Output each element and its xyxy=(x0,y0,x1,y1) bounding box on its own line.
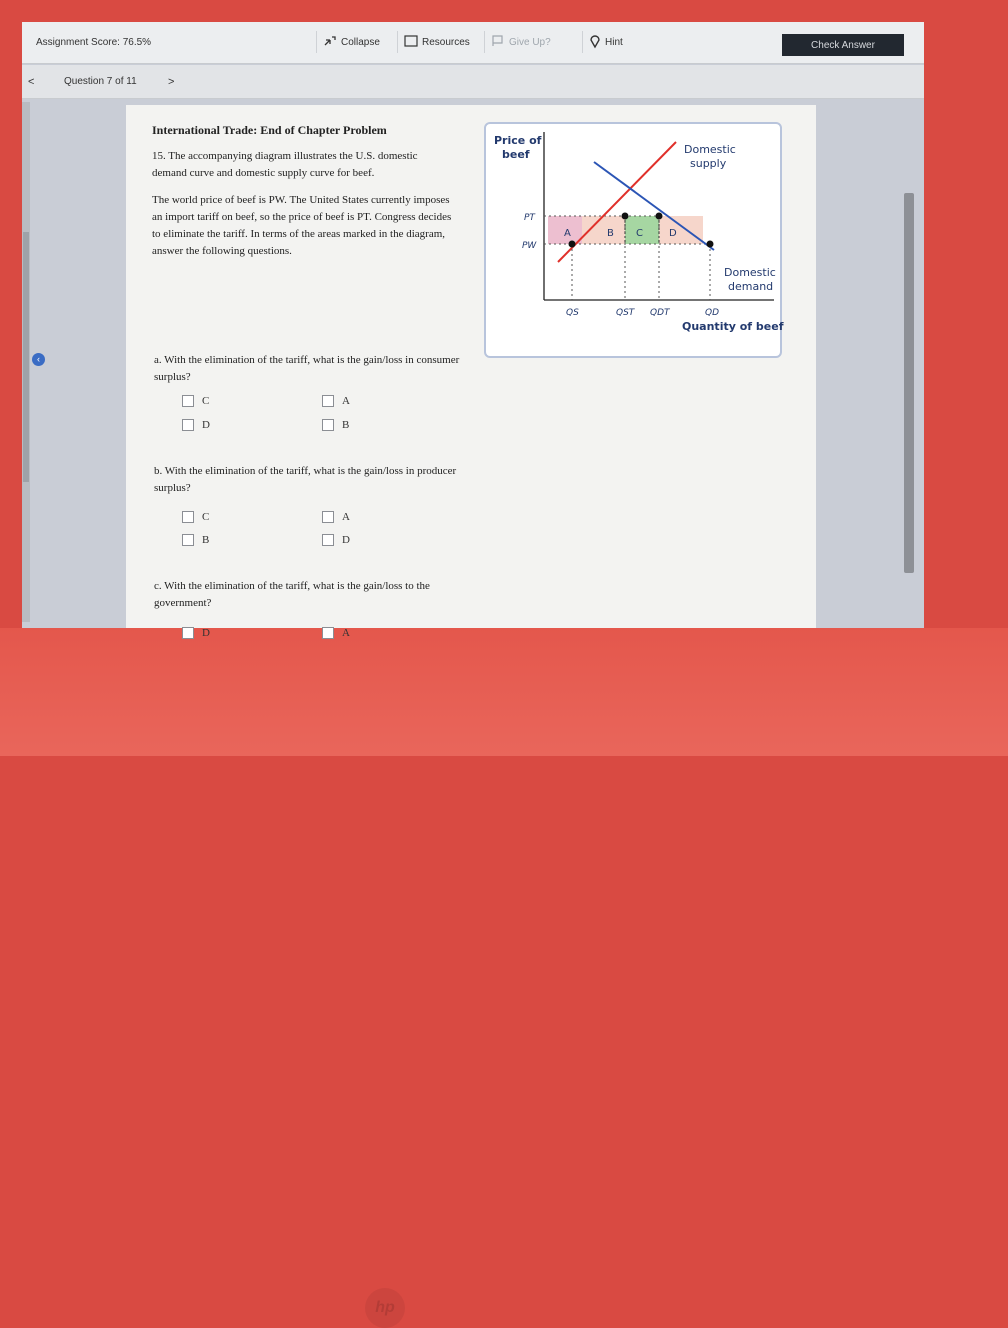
option-label: A xyxy=(342,511,350,523)
area-d-label: D xyxy=(669,228,677,239)
qdt-label: QDT xyxy=(650,308,670,318)
assignment-score: Assignment Score: 76.5% xyxy=(36,37,152,48)
collapse-icon xyxy=(323,35,337,50)
area-a-label: A xyxy=(564,228,571,239)
option-label: B xyxy=(342,419,350,431)
y-axis-title-line1: Price of xyxy=(494,134,542,147)
next-question-button[interactable]: > xyxy=(168,76,175,88)
x-axis-title: Quantity of beef xyxy=(682,320,784,333)
problem-statement xyxy=(152,123,452,260)
checkbox[interactable] xyxy=(322,419,334,431)
demand-label-line1: Domestic xyxy=(724,266,776,279)
checkbox[interactable] xyxy=(182,511,194,523)
point-st xyxy=(622,213,629,220)
qb-option-2[interactable] xyxy=(182,534,209,546)
resources-button[interactable] xyxy=(397,31,476,53)
qa-option-1[interactable] xyxy=(182,395,209,407)
hint-label: Hint xyxy=(605,36,623,48)
point-d xyxy=(707,241,714,248)
pt-label: PT xyxy=(524,213,535,223)
checkbox[interactable] xyxy=(322,534,334,546)
qa-option-2[interactable] xyxy=(182,419,210,431)
question-c xyxy=(154,578,474,612)
problem-intro: 15. The accompanying diagram illustrates the U.S. domestic demand curve and domestic supply curve for beef. xyxy=(152,150,418,179)
problem-panel xyxy=(126,105,816,639)
check-answer-button[interactable]: Check Answer xyxy=(782,34,904,56)
diagram-svg xyxy=(486,124,784,356)
demand-label-line2: demand xyxy=(728,280,774,293)
collapse-label: Collapse xyxy=(341,36,380,48)
option-label: D xyxy=(342,534,350,546)
location-pin-icon xyxy=(589,34,601,51)
question-c-text: c. With the elimination of the tariff, what is the gain/loss to the government? xyxy=(154,580,430,609)
point-dt xyxy=(656,213,663,220)
left-scrollbar-thumb[interactable] xyxy=(23,232,29,482)
checkbox[interactable] xyxy=(182,534,194,546)
laptop-bezel xyxy=(0,628,1008,1316)
area-c-label: C xyxy=(636,228,643,239)
pw-label: PW xyxy=(522,241,537,251)
qb-option-4[interactable] xyxy=(322,534,350,546)
checkbox[interactable] xyxy=(322,627,334,639)
hp-logo: hp xyxy=(365,1288,405,1328)
supply-label-line1: Domestic xyxy=(684,143,736,156)
question-a-text: a. With the elimination of the tariff, what is the gain/loss in consumer surplus? xyxy=(154,354,460,383)
collapse-button[interactable] xyxy=(316,31,386,53)
option-label: D xyxy=(202,627,210,639)
checkbox[interactable] xyxy=(322,511,334,523)
question-b xyxy=(154,463,474,497)
resources-label: Resources xyxy=(422,36,470,48)
question-b-text: b. With the elimination of the tariff, what is the gain/loss in producer surplus? xyxy=(154,465,457,494)
option-label: C xyxy=(202,395,210,407)
screen xyxy=(22,22,924,639)
top-toolbar xyxy=(22,22,924,64)
question-navigation xyxy=(22,65,924,99)
left-scrollbar[interactable] xyxy=(22,102,30,622)
option-label: A xyxy=(342,395,350,407)
give-up-button[interactable] xyxy=(484,31,557,53)
area-d xyxy=(659,216,703,244)
supply-label-line2: supply xyxy=(690,157,727,170)
qb-option-1[interactable] xyxy=(182,511,209,523)
option-label: A xyxy=(342,627,350,639)
option-label: B xyxy=(202,534,210,546)
y-axis-title-line2: beef xyxy=(502,148,530,161)
qc-option-1[interactable] xyxy=(182,627,210,639)
problem-title: International Trade: End of Chapter Problem xyxy=(152,123,387,137)
flag-icon xyxy=(491,35,505,50)
book-icon xyxy=(404,35,418,50)
qa-option-4[interactable] xyxy=(322,419,349,431)
panel-scrollbar[interactable] xyxy=(904,193,914,573)
area-b-label: B xyxy=(607,228,614,239)
qb-option-3[interactable] xyxy=(322,511,350,523)
give-up-label: Give Up? xyxy=(509,36,551,48)
option-label: D xyxy=(202,419,210,431)
problem-body: The world price of beef is PW. The United States currently imposes an import tariff on beef, so the price of beef is PT. Congress decides to eliminate the tariff. In terms of the areas marked in the diagram, answer the following questions. xyxy=(152,194,452,257)
question-a xyxy=(154,352,474,386)
expand-arrow-icon[interactable]: ‹ xyxy=(32,353,45,366)
qc-option-2[interactable] xyxy=(322,627,350,639)
checkbox[interactable] xyxy=(182,395,194,407)
checkbox[interactable] xyxy=(182,627,194,639)
question-counter: Question 7 of 11 xyxy=(64,76,137,87)
option-label: C xyxy=(202,511,210,523)
point-s xyxy=(569,241,576,248)
supply-demand-diagram xyxy=(484,122,782,358)
qs-label: QS xyxy=(566,308,579,318)
qd-label: QD xyxy=(705,308,720,318)
qst-label: QST xyxy=(616,308,635,318)
previous-question-button[interactable]: < xyxy=(28,76,35,88)
hint-button[interactable] xyxy=(582,31,629,53)
qa-option-3[interactable] xyxy=(322,395,350,407)
checkbox[interactable] xyxy=(322,395,334,407)
checkbox[interactable] xyxy=(182,419,194,431)
